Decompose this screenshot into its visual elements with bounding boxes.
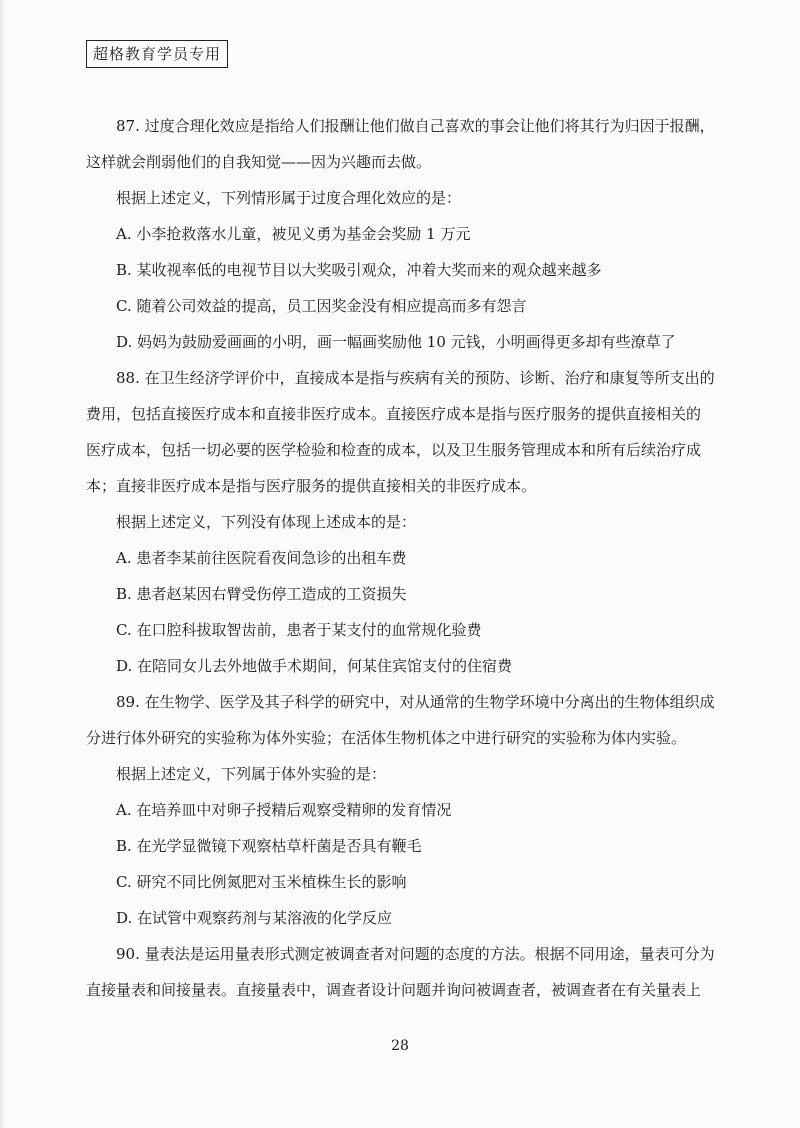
- definition-line: 90. 量表法是运用量表形式测定被调查者对问题的态度的方法。根据不同用途，量表可分为: [116, 945, 715, 963]
- definition-line: 本；直接非医疗成本是指与医疗服务的提供直接相关的非医疗成本。: [86, 477, 537, 495]
- question-prompt: 根据上述定义，下列属于体外实验的是：: [116, 765, 387, 783]
- definition-line: 89. 在生物学、医学及其子科学的研究中，对从通常的生物学环境中分离出的生物体组织成: [116, 693, 715, 711]
- option-c: C. 研究不同比例氮肥对玉米植株生长的影响: [116, 873, 407, 891]
- option-c: C. 随着公司效益的提高，员工因奖金没有相应提高而多有怨言: [116, 297, 527, 315]
- definition-line: 医疗成本，包括一切必要的医学检验和检查的成本，以及卫生服务管理成本和所有后续治疗成: [86, 441, 702, 459]
- question-90: [86, 936, 726, 1008]
- question-88: [86, 360, 726, 684]
- option-d: D. 妈妈为鼓励爱画画的小明，画一幅画奖励他 10 元钱，小明画得更多却有些潦草了: [116, 333, 676, 351]
- question-89: [86, 684, 726, 936]
- definition-line: 费用，包括直接医疗成本和直接非医疗成本。直接医疗成本是指与医疗服务的提供直接相关的: [86, 405, 702, 423]
- definition-line: 直接量表和间接量表。直接量表中，调查者设计问题并询问被调查者，被调查者在有关量表上: [86, 981, 702, 999]
- option-d: D. 在陪同女儿去外地做手术期间，何某住宾馆支付的住宿费: [116, 657, 513, 675]
- option-a: A. 在培养皿中对卵子授精后观察受精卵的发育情况: [116, 801, 452, 819]
- scan-edge: [0, 0, 6, 1128]
- question-87: [86, 108, 726, 360]
- definition-line: 87. 过度合理化效应是指给人们报酬让他们做自己喜欢的事会让他们将其行为归因于报酬，: [116, 117, 715, 135]
- header-label: 超格教育学员专用: [86, 40, 228, 68]
- question-prompt: 根据上述定义，下列情形属于过度合理化效应的是：: [116, 189, 462, 207]
- option-a: A. 小李抢救落水儿童，被见义勇为基金会奖励 1 万元: [116, 225, 471, 243]
- option-c: C. 在口腔科拔取智齿前，患者于某支付的血常规化验费: [116, 621, 482, 639]
- option-b: B. 患者赵某因右臂受伤停工造成的工资损失: [116, 585, 407, 603]
- definition-line: 88. 在卫生经济学评价中，直接成本是指与疾病有关的预防、诊断、治疗和康复等所支出的: [116, 369, 715, 387]
- question-prompt: 根据上述定义，下列没有体现上述成本的是：: [116, 513, 417, 531]
- option-a: A. 患者李某前往医院看夜间急诊的出租车费: [116, 549, 407, 567]
- definition-line: 这样就会削弱他们的自我知觉——因为兴趣而去做。: [86, 153, 432, 171]
- page-content: [86, 108, 726, 1008]
- page-number: 28: [391, 1038, 409, 1054]
- option-b: B. 某收视率低的电视节目以大奖吸引观众，冲着大奖而来的观众越来越多: [116, 261, 602, 279]
- option-b: B. 在光学显微镜下观察枯草杆菌是否具有鞭毛: [116, 837, 422, 855]
- option-d: D. 在试管中观察药剂与某溶液的化学反应: [116, 909, 393, 927]
- definition-line: 分进行体外研究的实验称为体外实验；在活体生物机体之中进行研究的实验称为体内实验。: [86, 729, 687, 747]
